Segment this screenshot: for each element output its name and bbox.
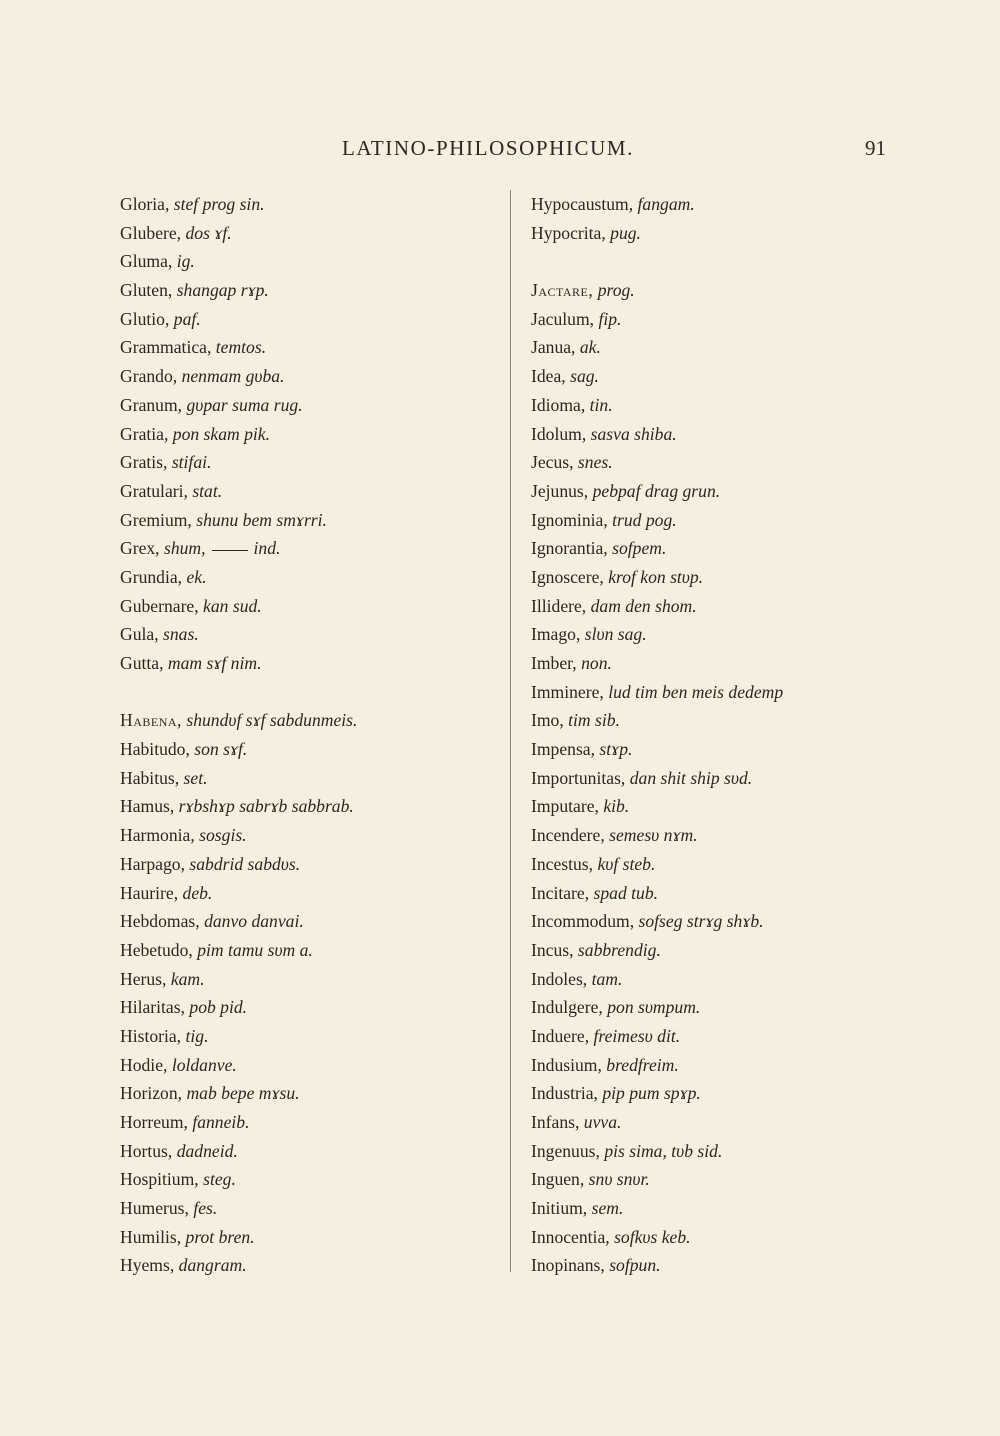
- dictionary-entry: [531, 1137, 891, 1166]
- entry-translation: prog.: [597, 280, 635, 301]
- dictionary-entry: [120, 936, 495, 965]
- entry-headword: Gratulari,: [120, 480, 188, 501]
- dictionary-entry: [120, 534, 495, 563]
- dictionary-entry: [531, 792, 891, 821]
- entry-translation: lud tim ben meis dedemp: [608, 681, 784, 702]
- dictionary-entry: [120, 305, 495, 334]
- dictionary-entry: [531, 276, 891, 305]
- entry-translation: pim tamu sυm a.: [197, 939, 313, 960]
- entry-headword: Impensa,: [531, 739, 596, 760]
- entry-translation: loldanve.: [171, 1054, 237, 1075]
- dictionary-entry: [531, 649, 891, 678]
- entry-translation: trud pog.: [612, 509, 677, 530]
- dictionary-entry: [531, 362, 891, 391]
- entry-translation: prot bren.: [185, 1226, 255, 1247]
- dictionary-entry: [531, 907, 891, 936]
- dictionary-entry: [120, 1223, 495, 1252]
- entry-headword: Incestus,: [531, 853, 594, 874]
- dictionary-entry: [531, 1079, 891, 1108]
- dictionary-entry: [531, 706, 891, 735]
- ditto-dash: [212, 550, 248, 551]
- entry-translation: semesυ nɤm.: [609, 825, 698, 846]
- entry-headword: Illidere,: [531, 595, 587, 616]
- entry-headword: Gloria,: [120, 194, 170, 214]
- entry-headword: Habena,: [120, 710, 182, 731]
- entry-headword: Hospitium,: [120, 1169, 199, 1190]
- entry-translation: freimesυ dit.: [593, 1025, 681, 1046]
- column-divider: [510, 190, 511, 1272]
- entry-headword: Gratia,: [120, 423, 169, 444]
- dictionary-entry: [531, 592, 891, 621]
- dictionary-entry: [531, 678, 891, 707]
- entry-headword: Hebdomas,: [120, 911, 200, 932]
- entry-translation: son sɤf.: [194, 739, 248, 760]
- dictionary-entry: [531, 506, 891, 535]
- entry-translation: snυ snυr.: [588, 1169, 650, 1190]
- dictionary-entry: [531, 305, 891, 334]
- dictionary-entry: [531, 1194, 891, 1223]
- entry-translation: non.: [581, 653, 612, 673]
- dictionary-entry: [531, 333, 891, 362]
- dictionary-entry: [120, 276, 495, 305]
- dictionary-entry: [531, 965, 891, 994]
- entry-headword: Indulgere,: [531, 997, 603, 1018]
- entry-headword: Idioma,: [531, 394, 586, 415]
- entry-headword: Importunitas,: [531, 767, 626, 788]
- dictionary-entry: [531, 1251, 891, 1280]
- dictionary-entry: [120, 333, 495, 362]
- entry-headword: Induere,: [531, 1025, 590, 1046]
- entry-translation: sofpem.: [612, 538, 667, 559]
- dictionary-entry: [120, 1251, 495, 1280]
- entry-headword: Initium,: [531, 1198, 588, 1219]
- section-gap: [531, 247, 891, 276]
- entry-headword: Hebetudo,: [120, 939, 193, 960]
- dictionary-entry: [120, 649, 495, 678]
- entry-translation: pebpaf drag grun.: [592, 480, 721, 501]
- entry-headword: Hyems,: [120, 1255, 175, 1276]
- page-title: LATINO-PHILOSOPHICUM.: [342, 136, 635, 160]
- section-gap: [120, 678, 495, 707]
- dictionary-entry: [531, 1022, 891, 1051]
- dictionary-entry: [531, 879, 891, 908]
- dictionary-entry: [120, 506, 495, 535]
- entry-headword: Granum,: [120, 394, 183, 415]
- entry-headword: Innocentia,: [531, 1226, 610, 1247]
- dictionary-entry: [120, 850, 495, 879]
- dictionary-entry: [531, 993, 891, 1022]
- entry-headword: Imber,: [531, 653, 577, 673]
- entry-headword: Idea,: [531, 366, 566, 387]
- dictionary-entry: [120, 1079, 495, 1108]
- entry-headword: Hodie,: [120, 1054, 168, 1075]
- entry-translation: krof kon stυp.: [608, 566, 704, 587]
- entry-headword: Hortus,: [120, 1140, 173, 1161]
- entry-translation: snes.: [577, 452, 613, 473]
- entry-headword: Glutio,: [120, 308, 170, 329]
- entry-headword: Hypocaustum,: [531, 194, 634, 214]
- dictionary-entry: [120, 879, 495, 908]
- entry-translation: slυn sag.: [584, 624, 647, 645]
- entry-headword: Imputare,: [531, 796, 599, 817]
- dictionary-entry: [120, 706, 495, 735]
- entry-headword: Gratis,: [120, 452, 168, 473]
- entry-translation: uvva.: [583, 1112, 622, 1132]
- entry-translation: kib.: [603, 796, 630, 817]
- entry-translation: mab bepe mɤsu.: [186, 1083, 300, 1104]
- dictionary-entry: [120, 1194, 495, 1223]
- dictionary-entry: [120, 420, 495, 449]
- dictionary-entry: [531, 821, 891, 850]
- entry-headword: Gula,: [120, 624, 159, 645]
- dictionary-entry: [531, 764, 891, 793]
- dictionary-entry: [531, 448, 891, 477]
- entry-headword: Historia,: [120, 1025, 182, 1046]
- dictionary-entry: [531, 190, 891, 219]
- entry-headword: Harpago,: [120, 853, 185, 874]
- dictionary-entry: [120, 620, 495, 649]
- entry-headword: Horreum,: [120, 1112, 188, 1132]
- entry-translation: ak.: [579, 337, 601, 358]
- dictionary-entry: [531, 534, 891, 563]
- entry-headword: Inguen,: [531, 1169, 585, 1190]
- entry-headword: Grammatica,: [120, 337, 212, 358]
- entry-translation: bredfreim.: [606, 1054, 679, 1075]
- running-head: [0, 136, 1000, 164]
- entry-headword: Incus,: [531, 939, 574, 960]
- entry-translation: dos ɤf.: [185, 222, 232, 243]
- entry-headword: Inopinans,: [531, 1255, 605, 1276]
- entry-translation: tig.: [185, 1025, 209, 1046]
- entry-translation: pob pid.: [189, 997, 248, 1018]
- entry-headword: Humilis,: [120, 1226, 182, 1247]
- entry-translation: pon sυmpum.: [607, 997, 701, 1018]
- entry-headword: Imminere,: [531, 681, 604, 702]
- entry-headword: Gluten,: [120, 280, 173, 301]
- dictionary-entry: [120, 592, 495, 621]
- dictionary-entry: [120, 993, 495, 1022]
- entry-translation: dam den shom.: [590, 595, 697, 616]
- entry-translation: fes.: [193, 1198, 218, 1219]
- entry-translation: pon skam pik.: [172, 423, 271, 444]
- dictionary-entry: [120, 477, 495, 506]
- entry-translation: pis sima, tυb sid.: [604, 1140, 723, 1161]
- entry-headword: Grando,: [120, 366, 178, 387]
- entry-translation: dadneid.: [176, 1140, 238, 1161]
- entry-translation: pug.: [610, 222, 641, 243]
- entry-translation: sem.: [591, 1198, 624, 1219]
- entry-translation: stef prog sin.: [173, 194, 265, 214]
- entry-headword: Imo,: [531, 710, 564, 731]
- entry-translation: tin.: [589, 394, 613, 415]
- dictionary-entry: [531, 850, 891, 879]
- dictionary-entry: [120, 563, 495, 592]
- entry-headword: Incendere,: [531, 825, 605, 846]
- left-column: [120, 190, 495, 1280]
- dictionary-entry: [531, 936, 891, 965]
- entry-translation: sag.: [570, 366, 599, 387]
- dictionary-entry: [120, 219, 495, 248]
- entry-headword: Grundia,: [120, 566, 183, 587]
- entry-headword: Horizon,: [120, 1083, 183, 1104]
- entry-translation: paf.: [173, 308, 201, 329]
- dictionary-entry: [120, 190, 495, 219]
- entry-headword: Gutta,: [120, 653, 164, 673]
- entry-translation: shangap rɤp.: [176, 280, 269, 301]
- dictionary-entry: [120, 1108, 495, 1137]
- entry-headword: Industria,: [531, 1083, 598, 1104]
- dictionary-entry: [531, 620, 891, 649]
- dictionary-entry: [120, 1137, 495, 1166]
- entry-headword: Indusium,: [531, 1054, 602, 1075]
- entry-headword: Jecus,: [531, 452, 574, 473]
- dictionary-entry: [531, 1051, 891, 1080]
- entry-headword: Ignoscere,: [531, 566, 604, 587]
- entry-translation: temtos.: [215, 337, 267, 358]
- entry-headword: Habitudo,: [120, 739, 190, 760]
- entry-translation: stifai.: [171, 452, 212, 473]
- entry-translation: stat.: [192, 480, 223, 501]
- entry-translation: ek.: [186, 566, 207, 587]
- entry-translation-continued: ind.: [253, 538, 281, 559]
- entry-translation: set.: [183, 767, 208, 788]
- entry-translation: dan shit ship sυd.: [629, 767, 753, 788]
- entry-translation: rɤbshɤp sabrɤb sabbrab.: [178, 796, 354, 817]
- entry-headword: Infans,: [531, 1112, 580, 1132]
- dictionary-entry: [120, 247, 495, 276]
- entry-translation: sasva shiba.: [590, 423, 677, 444]
- entry-translation: tam.: [591, 968, 623, 989]
- entry-translation: gυpar suma rug.: [186, 394, 303, 415]
- dictionary-entry: [120, 391, 495, 420]
- entry-translation: sosgis.: [199, 825, 247, 846]
- entry-headword: Glubere,: [120, 222, 182, 243]
- dictionary-entry: [531, 391, 891, 420]
- entry-headword: Indoles,: [531, 968, 588, 989]
- entry-translation: deb.: [182, 882, 213, 903]
- dictionary-entry: [120, 362, 495, 391]
- entry-headword: Humerus,: [120, 1198, 189, 1219]
- entry-headword: Idolum,: [531, 423, 587, 444]
- entry-translation: nenmam gυba.: [181, 366, 285, 387]
- dictionary-entry: [120, 1051, 495, 1080]
- entry-translation: kan sud.: [203, 595, 262, 616]
- dictionary-entry: [531, 219, 891, 248]
- entry-translation: snas.: [163, 624, 199, 645]
- entry-headword: Hilaritas,: [120, 997, 185, 1018]
- entry-headword: Ignominia,: [531, 509, 608, 530]
- entry-translation: sabbrendig.: [577, 939, 661, 960]
- entry-headword: Ignorantia,: [531, 538, 608, 559]
- entry-headword: Herus,: [120, 968, 167, 989]
- entry-headword: Gubernare,: [120, 595, 199, 616]
- dictionary-entry: [120, 965, 495, 994]
- entry-translation: tim sib.: [568, 710, 620, 731]
- dictionary-entry: [531, 420, 891, 449]
- entry-headword: Jaculum,: [531, 308, 595, 329]
- entry-headword: Janua,: [531, 337, 576, 358]
- dictionary-entry: [120, 1022, 495, 1051]
- dictionary-entry: [120, 1165, 495, 1194]
- entry-translation: stɤp.: [599, 739, 633, 760]
- dictionary-entry: [120, 735, 495, 764]
- entry-translation: sofpun.: [609, 1255, 661, 1276]
- entry-translation: fip.: [598, 308, 622, 329]
- dictionary-entry: [120, 792, 495, 821]
- right-column: [531, 190, 891, 1280]
- entry-headword: Ingenuus,: [531, 1140, 600, 1161]
- entry-translation: mam sɤf nim.: [167, 653, 262, 673]
- entry-translation: shundυf sɤf sabdunmeis.: [186, 710, 358, 731]
- dictionary-entry: [120, 907, 495, 936]
- dictionary-entry: [531, 1223, 891, 1252]
- entry-translation: steg.: [203, 1169, 236, 1190]
- entry-translation: kυf steb.: [597, 853, 656, 874]
- dictionary-entry: [531, 563, 891, 592]
- dictionary-entry: [531, 1165, 891, 1194]
- entry-headword: Grex,: [120, 538, 160, 559]
- entry-headword: Harmonia,: [120, 825, 195, 846]
- entry-headword: Hypocrita,: [531, 222, 606, 243]
- entry-translation: spad tub.: [593, 882, 659, 903]
- entry-translation: kam.: [170, 968, 205, 989]
- entry-headword: Hamus,: [120, 796, 175, 817]
- entry-translation: shum,: [163, 538, 206, 559]
- entry-translation: shunu bem smɤrri.: [196, 509, 327, 530]
- entry-headword: Jactare,: [531, 280, 594, 301]
- entry-translation: sofkυs keb.: [614, 1226, 691, 1247]
- entry-translation: fangam.: [637, 194, 695, 214]
- dictionary-entry: [531, 1108, 891, 1137]
- entry-headword: Incitare,: [531, 882, 590, 903]
- dictionary-entry: [120, 764, 495, 793]
- entry-headword: Gluma,: [120, 251, 173, 272]
- entry-translation: sabdrid sabdυs.: [189, 853, 301, 874]
- dictionary-entry: [531, 735, 891, 764]
- page-number: 91: [865, 136, 886, 160]
- entry-headword: Incommodum,: [531, 911, 635, 932]
- entry-translation: sofseg strɤg shɤb.: [638, 911, 764, 932]
- dictionary-entry: [120, 821, 495, 850]
- entry-translation: pip pum spɤp.: [602, 1083, 701, 1104]
- entry-headword: Haurire,: [120, 882, 179, 903]
- entry-translation: dangram.: [178, 1255, 247, 1276]
- entry-translation: ig.: [176, 251, 195, 272]
- entry-headword: Jejunus,: [531, 480, 589, 501]
- entry-headword: Imago,: [531, 624, 581, 645]
- dictionary-entry: [120, 448, 495, 477]
- entry-translation: fanneib.: [192, 1112, 250, 1132]
- dictionary-entry: [531, 477, 891, 506]
- entry-headword: Habitus,: [120, 767, 180, 788]
- entry-translation: danvo danvai.: [204, 911, 304, 932]
- entry-headword: Gremium,: [120, 509, 192, 530]
